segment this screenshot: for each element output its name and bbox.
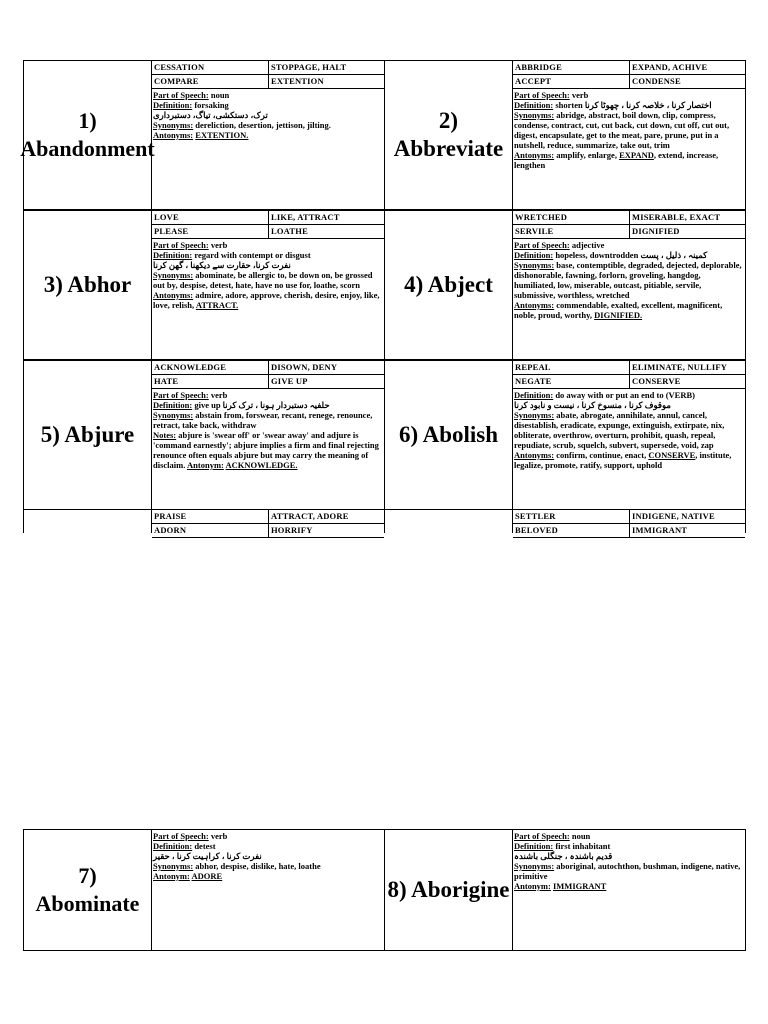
synonyms-value: abominate, be allergic to, be down on, be grossed out by, despise, detest, hate, have no use for, loathe, scorn	[153, 270, 373, 290]
word-title: 5) Abjure	[24, 360, 152, 510]
synonyms-value: abridge, abstract, boil down, clip, compress, condense, contract, cut, cut back, cut down, cut off, cut out, digest, encapsulate, get to the meat, pare, prune, put in a nutshell, reduce, summarize, take out, trim	[514, 110, 730, 150]
pair-term: ADORN	[152, 524, 269, 537]
definition-label: Definition:	[153, 400, 193, 410]
notes-label: Notes:	[153, 430, 177, 440]
card-partial-right	[385, 509, 746, 533]
synonyms-value: aboriginal, autochthon, bushman, indigene, native, primitive	[514, 861, 741, 881]
pair-term: DIGNIFIED	[632, 226, 680, 236]
antonyms-value: DIGNIFIED.	[594, 310, 643, 320]
synonyms-value: abstain from, forswear, recant, renege, renounce, retract, take back, withdraw	[153, 410, 373, 430]
definition-block	[513, 239, 745, 320]
pair-term: EXTENTION	[271, 76, 324, 86]
pair-term: STOPPAGE, HALT	[271, 62, 347, 72]
definition-label: Definition:	[153, 250, 193, 260]
antonym-label: Antonym:	[153, 871, 190, 881]
urdu-translation: کمینہ ، ذلیل ، پست	[640, 250, 708, 260]
card-row	[20, 60, 746, 210]
word-title: 1) Abandonment	[24, 60, 152, 210]
word-title: 6) Abolish	[385, 360, 513, 510]
antonyms-value: ATTRACT.	[195, 300, 239, 310]
antonyms-label: Antonyms:	[153, 290, 194, 300]
pair-term: IMMIGRANT	[632, 525, 688, 535]
pos-value: noun	[210, 90, 230, 100]
pair-term: SETTLER	[513, 510, 630, 523]
synonyms-label: Synonyms:	[514, 260, 555, 270]
antonyms-text: commendable, exalted, excellent, magnificent, noble, proud, worthy,	[514, 300, 723, 320]
card-info	[152, 509, 385, 533]
pos-label: Part of Speech:	[153, 90, 209, 100]
pair-term: ATTRACT, ADORE	[271, 511, 349, 521]
definition-block	[152, 239, 384, 310]
card-row	[23, 829, 746, 951]
word-pair-row	[513, 61, 745, 75]
antonyms-label: Antonyms:	[514, 300, 555, 310]
card-info	[152, 829, 385, 951]
word-title: 4) Abject	[385, 210, 513, 360]
card-info	[152, 210, 385, 360]
card-abbreviate	[385, 60, 746, 210]
antonyms-value: CONSERVE	[648, 450, 696, 460]
synonyms-value: dereliction, desertion, jettison, jilting.	[195, 120, 331, 130]
pair-term: LIKE, ATTRACT	[271, 212, 340, 222]
pair-term: ACKNOWLEDGE	[152, 361, 269, 374]
definition-label: Definition:	[514, 841, 554, 851]
card-row	[23, 210, 746, 360]
definition-value: hopeless, downtrodden	[555, 250, 639, 260]
definition-block	[513, 389, 745, 470]
word-title	[385, 509, 513, 533]
flashcard-grid-bottom	[23, 829, 746, 951]
definition-label: Definition:	[514, 100, 554, 110]
pair-term: ELIMINATE, NULLIFY	[632, 362, 728, 372]
word-title	[24, 509, 152, 533]
word-pair-row	[152, 524, 384, 538]
pair-term: NEGATE	[513, 375, 630, 388]
pair-term: GIVE UP	[271, 376, 308, 386]
partial-card-row	[23, 509, 746, 533]
word-pair-row	[152, 75, 384, 89]
card-info	[152, 60, 385, 210]
synonyms-label: Synonyms:	[153, 861, 194, 871]
word-pair-row	[152, 211, 384, 225]
word-title: 3) Abhor	[24, 210, 152, 360]
definition-value: forsaking	[194, 100, 229, 110]
definition-value: do away with or put an end to (VERB)	[555, 390, 695, 400]
card-info	[513, 360, 746, 510]
pos-label: Part of Speech:	[153, 831, 209, 841]
pos-value: verb	[210, 390, 228, 400]
antonyms-value: ACKNOWLEDGE.	[225, 460, 298, 470]
word-pair-row	[513, 225, 745, 239]
antonyms-label: Antonyms:	[153, 130, 194, 140]
card-info	[513, 210, 746, 360]
pos-value: verb	[210, 240, 228, 250]
synonyms-label: Synonyms:	[514, 861, 555, 871]
antonym-label: Antonym:	[187, 460, 224, 470]
antonyms-label: Antonyms:	[514, 150, 555, 160]
pair-term: HORRIFY	[271, 525, 313, 535]
pair-term: ABBRIDGE	[513, 61, 630, 74]
synonyms-value: abate, abrogate, annihilate, annul, cancel, disestablish, eradicate, expunge, extinguish, extirpate, nix, obliterate, overthrow, overturn, prohibit, quash, repeal, repudiate, scrub, squelch, subvert, supersede, void, zap	[514, 410, 725, 450]
pos-label: Part of Speech:	[514, 90, 570, 100]
pair-term: MISERABLE, EXACT	[632, 212, 721, 222]
card-info	[152, 360, 385, 510]
definition-value: regard with contempt or disgust	[194, 250, 311, 260]
urdu-translation: موقوف کرنا ، منسوخ کرنا ، نیست و نابود کرنا	[514, 400, 671, 410]
word-pair-row	[513, 361, 745, 375]
definition-block	[152, 89, 384, 140]
definition-value: shorten	[555, 100, 583, 110]
pair-term: REPEAL	[513, 361, 630, 374]
word-pair-row	[152, 225, 384, 239]
word-pair-row	[513, 211, 745, 225]
synonyms-value: base, contemptible, degraded, dejected, deplorable, dishonorable, fawning, forlorn, groveling, hangdog, humiliated, low, miserable, outcast, pitiable, servile, submissive, worthless, wretched	[514, 260, 742, 300]
definition-value: first inhabitant	[555, 841, 611, 851]
word-title: 7) Abominate	[24, 829, 152, 951]
card-row	[23, 360, 746, 510]
card-partial-left	[23, 509, 385, 533]
antonyms-text: , extend, increase, lengthen	[514, 150, 719, 170]
synonyms-label: Synonyms:	[514, 410, 555, 420]
antonyms-value: ADORE	[191, 871, 223, 881]
definition-value: detest	[194, 841, 216, 851]
pair-term: INDIGENE, NATIVE	[632, 511, 715, 521]
urdu-translation: قدیم باشندہ ، جنگلی باشندہ	[514, 851, 613, 861]
word-pair-row	[152, 375, 384, 389]
pair-term: PRAISE	[152, 510, 269, 523]
word-pair-row	[513, 510, 745, 524]
word-pair-row	[152, 361, 384, 375]
card-info	[513, 829, 746, 951]
definition-block	[152, 830, 384, 881]
card-abhor	[24, 210, 385, 360]
card-info	[513, 509, 746, 533]
card-abjure	[24, 360, 385, 510]
antonyms-text: , institute, legalize, promote, ratify, support, uphold	[514, 450, 732, 470]
urdu-translation: نفرت کرنا، حقارت سے دیکھنا ، گھن کرنا	[153, 260, 291, 270]
antonyms-label: Antonyms:	[514, 450, 555, 460]
pos-value: adjective	[571, 240, 605, 250]
pos-label: Part of Speech:	[153, 390, 209, 400]
synonyms-label: Synonyms:	[153, 120, 194, 130]
card-info	[513, 60, 746, 210]
pair-term: COMPARE	[152, 75, 269, 88]
pos-value: verb	[210, 831, 228, 841]
definition-label: Definition:	[514, 390, 554, 400]
antonyms-text: confirm, continue, enact,	[556, 450, 647, 460]
synonyms-label: Synonyms:	[153, 410, 194, 420]
pair-term: BELOVED	[513, 524, 630, 537]
definition-value: give up	[194, 400, 221, 410]
card-abandonment	[20, 60, 385, 210]
antonyms-value: IMMIGRANT	[552, 881, 607, 891]
pair-term: CESSATION	[152, 61, 269, 74]
card-abject	[385, 210, 746, 360]
pair-term: EXPAND, ACHIVE	[632, 62, 708, 72]
definition-label: Definition:	[153, 100, 193, 110]
pair-term: ACCEPT	[513, 75, 630, 88]
word-title: 2) Abbreviate	[385, 60, 513, 210]
synonyms-label: Synonyms:	[514, 110, 555, 120]
antonyms-text: admire, adore, approve, cherish, desire, enjoy, like, love, relish,	[153, 290, 380, 310]
flashcard-grid	[20, 60, 746, 510]
antonyms-value: EXTENTION.	[195, 130, 249, 140]
urdu-translation: نفرت کرنا ، کراہیت کرنا ، حقیر	[153, 851, 262, 861]
word-pair-row	[513, 75, 745, 89]
pos-label: Part of Speech:	[514, 831, 570, 841]
definition-block	[513, 89, 745, 170]
pair-term: LOVE	[152, 211, 269, 224]
pos-label: Part of Speech:	[514, 240, 570, 250]
definition-label: Definition:	[153, 841, 193, 851]
antonyms-text: amplify, enlarge,	[556, 150, 617, 160]
synonyms-value: abhor, despise, dislike, hate, loathe	[195, 861, 321, 871]
notes-value: abjure is 'swear off' or 'swear away' and adjure is 'command earnestly'; abjure implies a firm and final rejecting renounce often equals abjure but may carry the meaning of disclaim.	[153, 430, 379, 470]
pair-term: WRETCHED	[513, 211, 630, 224]
pair-term: CONDENSE	[632, 76, 681, 86]
antonym-label: Antonym:	[514, 881, 551, 891]
urdu-translation: حلفیہ دستبردار ہونا ، ترک کرنا	[222, 400, 330, 410]
pair-term: CONSERVE	[632, 376, 681, 386]
pos-value: noun	[571, 831, 591, 841]
synonyms-label: Synonyms:	[153, 270, 194, 280]
pos-label: Part of Speech:	[153, 240, 209, 250]
word-pair-row	[152, 61, 384, 75]
urdu-translation: اختصار کرنا ، خلاصہ کرنا ، چھوٹا کرنا	[584, 100, 712, 110]
card-abolish	[385, 360, 746, 510]
card-aborigine	[385, 829, 746, 951]
pair-term: DISOWN, DENY	[271, 362, 338, 372]
word-pair-row	[513, 375, 745, 389]
word-title: 8) Aborigine	[385, 829, 513, 951]
word-pair-row	[152, 510, 384, 524]
definition-block	[513, 830, 745, 891]
definition-label: Definition:	[514, 250, 554, 260]
antonyms-value: EXPAND	[619, 150, 654, 160]
pair-term: PLEASE	[152, 225, 269, 238]
pair-term: HATE	[152, 375, 269, 388]
card-abominate	[24, 829, 385, 951]
pair-term: SERVILE	[513, 225, 630, 238]
word-pair-row	[513, 524, 745, 538]
pos-value: verb	[571, 90, 589, 100]
definition-block	[152, 389, 384, 470]
pair-term: LOATHE	[271, 226, 308, 236]
urdu-translation: ترک، دستکشی، تیاگ، دستبرداری	[153, 110, 268, 120]
